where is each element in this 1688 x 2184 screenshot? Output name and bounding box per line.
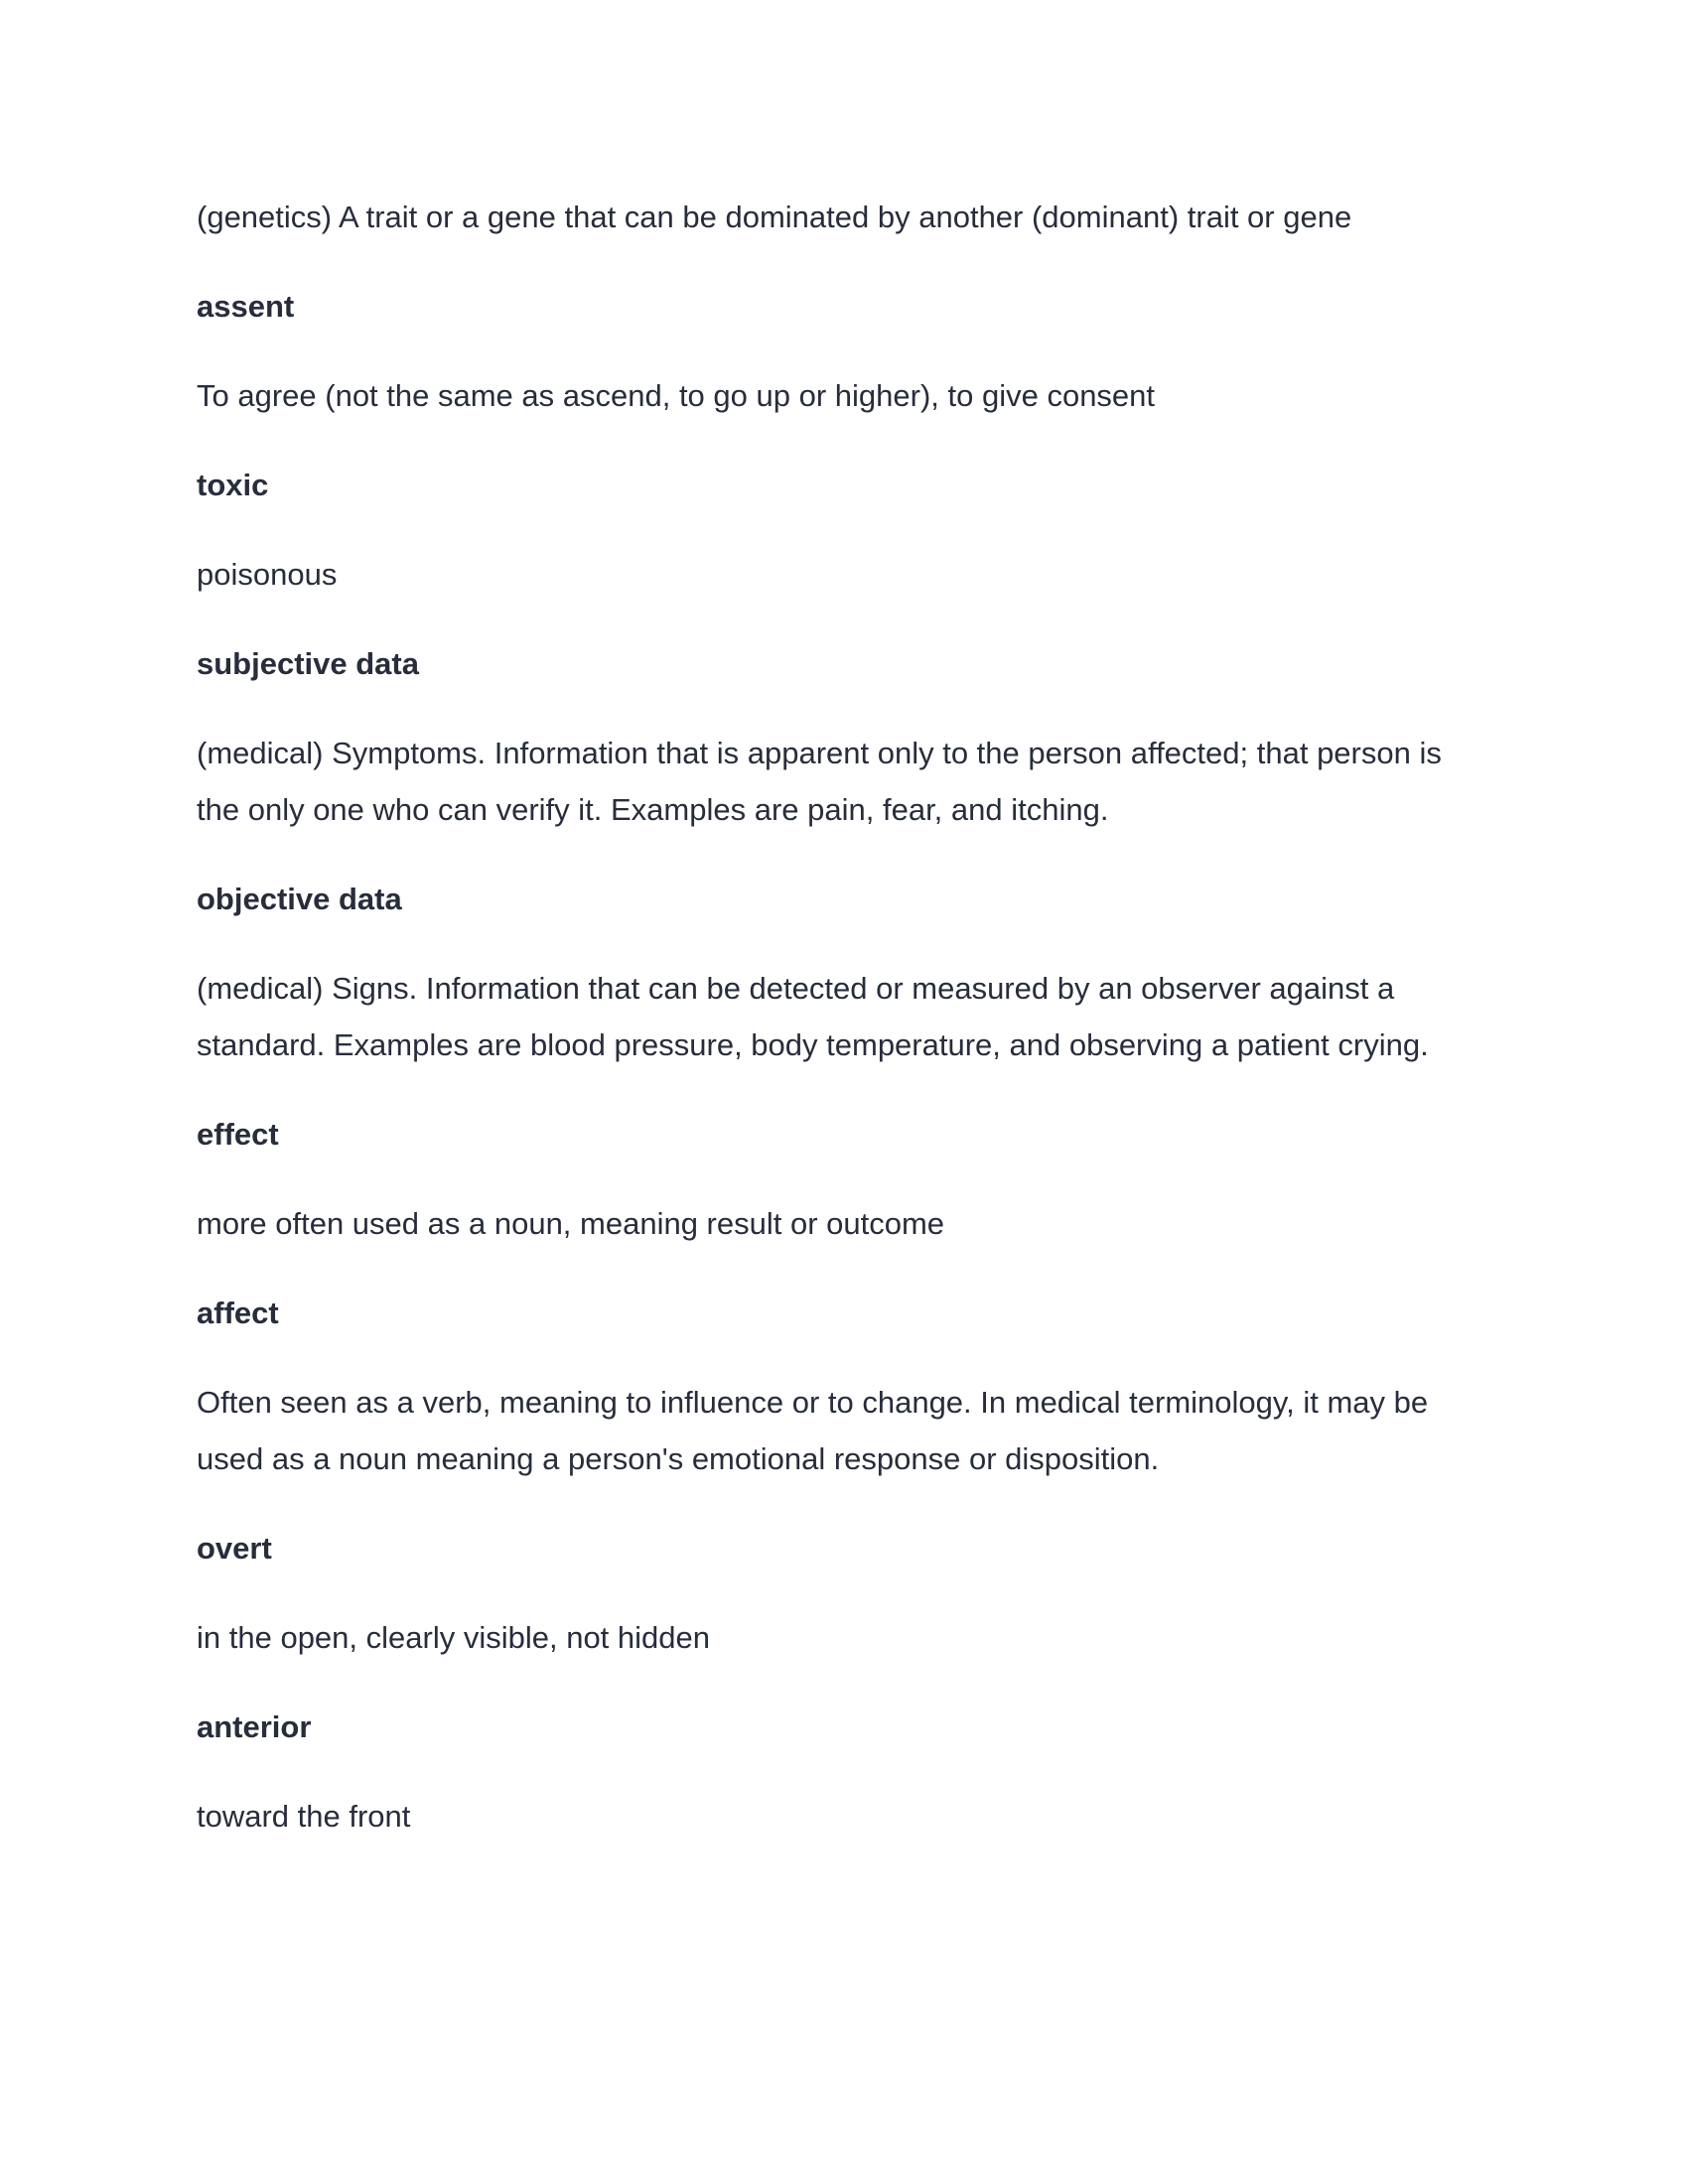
term-subjective-data: subjective data: [197, 646, 419, 681]
definition-objective-data: (medical) Signs. Information that can be detected or measured by an observer against a standard. Examples are blood pressure, body temperature, and observing a patient crying.: [197, 971, 1429, 1062]
term-affect: affect: [197, 1296, 279, 1330]
definition-recessive: (genetics) A trait or a gene that can be dominated by another (dominant) trait or gene: [197, 200, 1352, 234]
term-objective-data: objective data: [197, 882, 402, 916]
term-overt: overt: [197, 1531, 272, 1566]
definition-assent: To agree (not the same as ascend, to go up or higher), to give consent: [197, 378, 1156, 413]
term-assent: assent: [197, 289, 295, 324]
definition-effect: more often used as a noun, meaning result or outcome: [197, 1206, 945, 1241]
definition-toxic: poisonous: [197, 557, 338, 592]
definition-anterior: toward the front: [197, 1799, 411, 1834]
definition-subjective-data: (medical) Symptoms. Information that is apparent only to the person affected; that person is the only one who can verify it. Examples are pain, fear, and itching.: [197, 736, 1442, 827]
definition-affect: Often seen as a verb, meaning to influence or to change. In medical terminology, it may be used as a noun meaning a person's emotional response or disposition.: [197, 1385, 1429, 1476]
term-effect: effect: [197, 1117, 279, 1152]
term-anterior: anterior: [197, 1709, 312, 1744]
term-toxic: toxic: [197, 468, 269, 502]
glossary-page: [197, 189, 1487, 1877]
definition-overt: in the open, clearly visible, not hidden: [197, 1620, 710, 1655]
